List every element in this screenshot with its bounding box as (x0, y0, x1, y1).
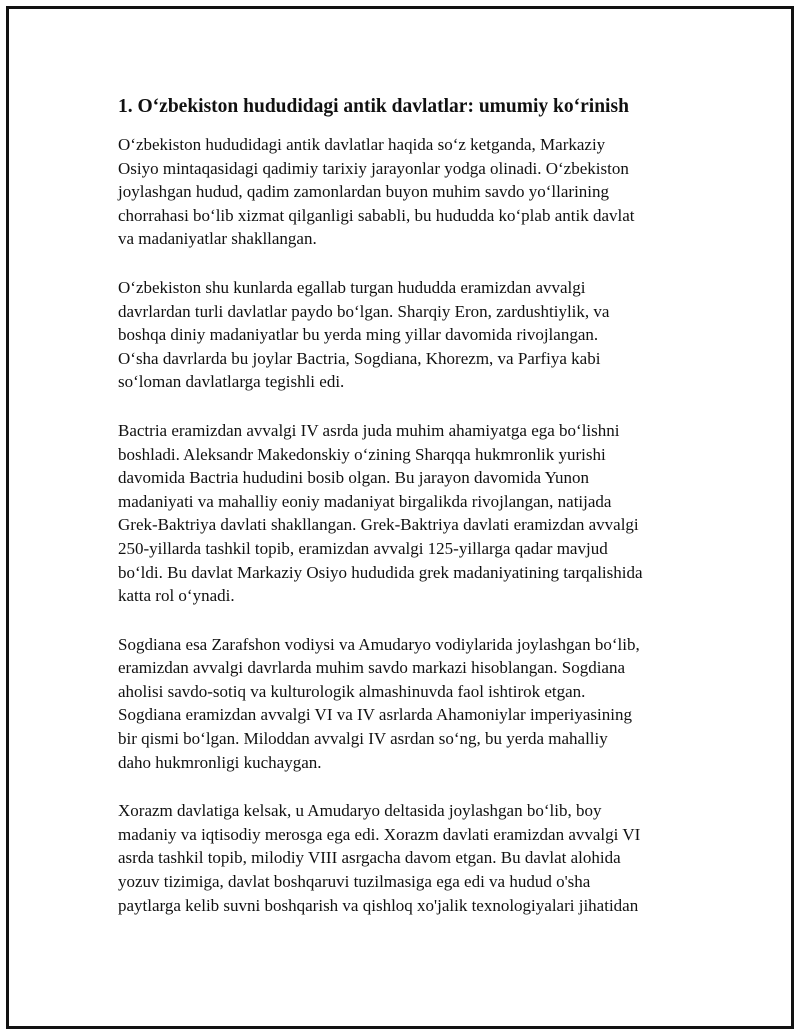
paragraph-line: daho hukmronligi kuchaygan. (118, 752, 322, 772)
paragraph-line: Sogdiana eramizdan avvalgi VI va IV asrlarda Ahamoniylar imperiyasining (118, 705, 632, 725)
paragraph-line: so‘loman davlatlarga tegishli edi. (118, 372, 345, 392)
paragraph-line: Xorazm davlatiga kelsak, u Amudaryo deltasida joylashgan bo‘lib, boy (118, 801, 602, 821)
paragraph-line: joylashgan hudud, qadim zamonlardan buyon muhim savdo yo‘llarining (118, 182, 610, 202)
paragraph-sogdiana (118, 633, 688, 775)
paragraph-line: O‘sha davrlarda bu joylar Bactria, Sogdiana, Khorezm, va Parfiya kabi (118, 348, 601, 368)
paragraph-line: Osiyo mintaqasidagi qadimiy tarixiy jarayonlar yodga olinadi. O‘zbekiston (118, 158, 629, 178)
paragraph-line: bir qismi bo‘lgan. Miloddan avvalgi IV asrdan so‘ng, bu yerda mahalliy (118, 729, 608, 749)
paragraph-line: O‘zbekiston shu kunlarda egallab turgan hududda eramizdan avvalgi (118, 277, 586, 297)
paragraph-intro (118, 133, 688, 251)
section-heading: 1. O‘zbekiston hududidagi antik davlatlar: umumiy ko‘rinish (118, 96, 629, 117)
paragraph-line: davrlardan turli davlatlar paydo bo‘lgan. Sharqiy Eron, zardushtiylik, va (118, 301, 610, 321)
paragraph-bactria (118, 419, 688, 608)
paragraph-line: aholisi savdo-sotiq va kulturologik almashinuvda faol ishtirok etgan. (118, 681, 586, 701)
paragraph-line: Bactria eramizdan avvalgi IV asrda juda muhim ahamiyatga ega bo‘lishni (118, 420, 620, 440)
paragraph-line: katta rol o‘ynadi. (118, 586, 235, 606)
paragraph-line: O‘zbekiston hududidagi antik davlatlar haqida so‘z ketganda, Markaziy (118, 135, 606, 154)
paragraph-line: madaniy va iqtisodiy merosga ega edi. Xorazm davlati eramizdan avvalgi VI (118, 824, 641, 844)
paragraph-line: Sogdiana esa Zarafshon vodiysi va Amudaryo vodiylarida joylashgan bo‘lib, (118, 634, 640, 654)
paragraph-line: madaniyati va mahalliy eoniy madaniyat birgalikda rivojlangan, natijada (118, 491, 612, 511)
paragraph-ancient-states (118, 276, 688, 394)
paragraph-line: davomida Bactria hududini bosib olgan. Bu jarayon davomida Yunon (118, 468, 590, 488)
paragraph-line: bo‘ldi. Bu davlat Markaziy Osiyo hududida grek madaniyatining tarqalishida (118, 562, 643, 582)
paragraph-khorezm (118, 799, 688, 917)
paragraph-line: yozuv tizimiga, davlat boshqaruvi tuzilmasiga ega edi va hudud o'sha (118, 872, 591, 892)
paragraph-line: boshqa diniy madaniyatlar bu yerda ming yillar davomida rivojlangan. (118, 325, 599, 345)
paragraph-line: asrda tashkil topib, milodiy VIII asrgacha davom etgan. Bu davlat alohida (118, 848, 621, 868)
paragraph-line: eramizdan avvalgi davrlarda muhim savdo markazi hisoblangan. Sogdiana (118, 658, 626, 678)
paragraph-line: paytlarga kelib suvni boshqarish va qishloq xo'jalik texnologiyalari jihatidan (118, 895, 639, 915)
paragraph-line: boshladi. Aleksandr Makedonskiy o‘zining Sharqqa hukmronlik yurishi (118, 444, 606, 464)
paragraph-line: Grek-Baktriya davlati shakllangan. Grek-Baktriya davlati eramizdan avvalgi (118, 515, 639, 535)
paragraph-line: chorrahasi bo‘lib xizmat qilganligi sababli, bu hududda ko‘plab antik davlat (118, 205, 635, 225)
document-body (118, 94, 688, 942)
paragraph-line: va madaniyatlar shakllangan. (118, 229, 317, 249)
paragraph-line: 250-yillarda tashkil topib, eramizdan avvalgi 125-yillarga qadar mavjud (118, 538, 608, 558)
